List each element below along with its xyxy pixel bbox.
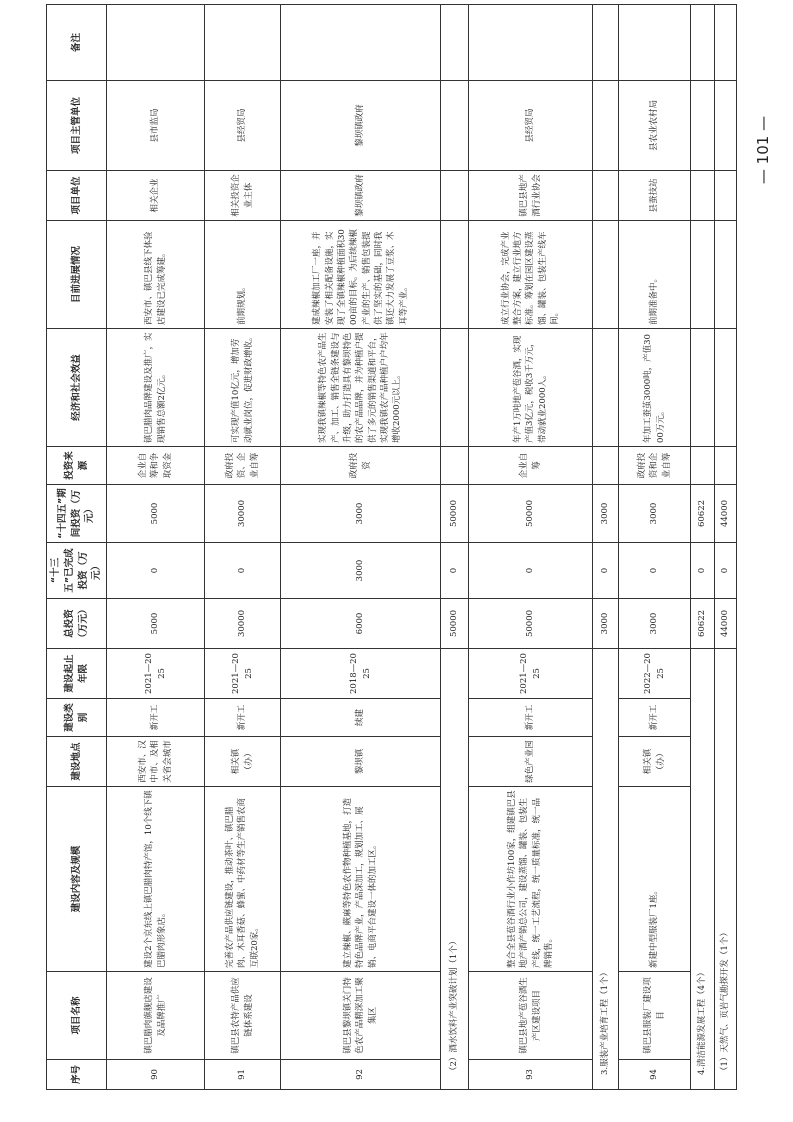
cell-note bbox=[281, 5, 441, 81]
cell-done13: 3000 bbox=[281, 543, 441, 599]
group-plan14: 44000 bbox=[715, 485, 737, 543]
cell-dept: 县经贸局 bbox=[469, 81, 593, 171]
cell-total: 6000 bbox=[281, 599, 441, 649]
cell-name: 镇巴县农特产品供应链体系建设 bbox=[205, 972, 281, 1060]
group-total: 44000 bbox=[715, 599, 737, 649]
cell-period: 2022—2025 bbox=[619, 649, 691, 699]
group-title: （1）天然气、页岩气勘探开发（1个） bbox=[715, 649, 737, 1090]
group-total: 50000 bbox=[441, 599, 469, 649]
cell-content: 建设2个京东线上镇巴腊肉特产馆，10个线下镇巴腊肉形象店。 bbox=[107, 787, 205, 972]
cell-done13: 0 bbox=[619, 543, 691, 599]
header-cell: 项目单位 bbox=[47, 171, 107, 221]
cell-no: 93 bbox=[469, 1060, 593, 1090]
cell-period: 2021—2025 bbox=[107, 649, 205, 699]
cell-source: 政府投资和企业自筹 bbox=[619, 447, 691, 485]
cell-unit: 县蚕技站 bbox=[619, 171, 691, 221]
header-cell: 序号 bbox=[47, 1060, 107, 1090]
group-done13: 0 bbox=[593, 543, 619, 599]
header-cell: 项目名称 bbox=[47, 972, 107, 1060]
empty-cell bbox=[691, 171, 715, 221]
header-cell: 建设起止年限 bbox=[47, 649, 107, 699]
rotated-page bbox=[46, 5, 779, 1090]
cell-period: 2018—2025 bbox=[281, 649, 441, 699]
empty-cell bbox=[691, 221, 715, 329]
cell-total: 50000 bbox=[469, 599, 593, 649]
cell-period: 2021—2025 bbox=[205, 649, 281, 699]
cell-note bbox=[619, 5, 691, 81]
group-row bbox=[691, 5, 715, 1090]
cell-benefit: 实现我镇辣椒等特色农产品生产、加工、销售全链条建设与升级，助力打造具有黎坝特色的农产品品牌，并为种植户提供了多元的销售渠道和平台，实现我镇农产品种植户户均年增收2000元以上。 bbox=[281, 329, 441, 447]
group-done13: 0 bbox=[691, 543, 715, 599]
cell-progress: 前期规划。 bbox=[205, 221, 281, 329]
table-row bbox=[107, 5, 205, 1090]
cell-name: 镇巴县黎坝镇关门特色农产品精深加工聚集区 bbox=[281, 972, 441, 1060]
cell-done13: 0 bbox=[469, 543, 593, 599]
table-row bbox=[281, 5, 441, 1090]
empty-cell bbox=[691, 329, 715, 447]
cell-type: 新开工 bbox=[205, 699, 281, 737]
header-cell: 目前进展情况 bbox=[47, 221, 107, 329]
cell-dept: 县经贸局 bbox=[205, 81, 281, 171]
cell-source: 政府投资、企业自筹 bbox=[205, 447, 281, 485]
empty-cell bbox=[715, 5, 737, 81]
group-row bbox=[441, 5, 469, 1090]
cell-benefit: 年加工蚕茧3000吨，产值3000万元。 bbox=[619, 329, 691, 447]
cell-period: 2021—2025 bbox=[469, 649, 593, 699]
header-cell: 建设内容及规模 bbox=[47, 787, 107, 972]
group-plan14: 60622 bbox=[691, 485, 715, 543]
empty-cell bbox=[715, 81, 737, 171]
table-row bbox=[469, 5, 593, 1090]
empty-cell bbox=[691, 81, 715, 171]
empty-cell bbox=[441, 5, 469, 81]
group-done13: 0 bbox=[715, 543, 737, 599]
cell-note bbox=[469, 5, 593, 81]
cell-type: 新开工 bbox=[619, 699, 691, 737]
header-cell: 备注 bbox=[47, 5, 107, 81]
cell-content: 新建中型服装厂1座。 bbox=[619, 787, 691, 972]
empty-cell bbox=[593, 221, 619, 329]
empty-cell bbox=[691, 5, 715, 81]
cell-type: 新开工 bbox=[107, 699, 205, 737]
cell-unit: 镇巴县地产酒行业协会 bbox=[469, 171, 593, 221]
group-title: 3.服装产业培育工程（1个） bbox=[593, 649, 619, 1090]
empty-cell bbox=[593, 81, 619, 171]
empty-cell bbox=[593, 171, 619, 221]
cell-plan14: 30000 bbox=[205, 485, 281, 543]
empty-cell bbox=[441, 221, 469, 329]
group-row bbox=[715, 5, 737, 1090]
cell-place: 相关镇（办） bbox=[205, 737, 281, 787]
cell-done13: 0 bbox=[107, 543, 205, 599]
group-done13: 0 bbox=[441, 543, 469, 599]
empty-cell bbox=[715, 329, 737, 447]
cell-name: 镇巴县地产苞谷酒生产区建设项目 bbox=[469, 972, 593, 1060]
group-row bbox=[593, 5, 619, 1090]
cell-unit: 黎坝镇政府 bbox=[281, 171, 441, 221]
cell-no: 92 bbox=[281, 1060, 441, 1090]
header-cell: “十四五”期间投资（万元） bbox=[47, 485, 107, 543]
empty-cell bbox=[441, 447, 469, 485]
cell-done13: 0 bbox=[205, 543, 281, 599]
cell-type: 新开工 bbox=[469, 699, 593, 737]
group-title: （2）酒水饮料产业突破计划（1个） bbox=[441, 649, 469, 1090]
cell-total: 3000 bbox=[619, 599, 691, 649]
header-cell: 项目主管单位 bbox=[47, 81, 107, 171]
cell-benefit: 镇巴腊肉品牌建设及推广，实现销售总额2亿元。 bbox=[107, 329, 205, 447]
cell-progress: 前期准备中。 bbox=[619, 221, 691, 329]
cell-no: 90 bbox=[107, 1060, 205, 1090]
cell-name: 镇巴县服装厂建设项目 bbox=[619, 972, 691, 1060]
cell-plan14: 3000 bbox=[619, 485, 691, 543]
cell-place: 绿色产业园 bbox=[469, 737, 593, 787]
table-row bbox=[205, 5, 281, 1090]
empty-cell bbox=[441, 171, 469, 221]
header-cell: “十三五”已完成投资（万元） bbox=[47, 543, 107, 599]
empty-cell bbox=[691, 447, 715, 485]
cell-total: 5000 bbox=[107, 599, 205, 649]
empty-cell bbox=[715, 447, 737, 485]
cell-place: 西安市、汉中市、及相关省会城市 bbox=[107, 737, 205, 787]
cell-benefit: 年产1万吨地产苞谷酒，实现产值3亿元，税收3千万元，带动就业2000人。 bbox=[469, 329, 593, 447]
header-cell: 投资来源 bbox=[47, 447, 107, 485]
header-cell: 经济和社会效益 bbox=[47, 329, 107, 447]
table-row bbox=[619, 5, 691, 1090]
cell-progress: 西安市、镇巴县线下体验店建设已完成筹建。 bbox=[107, 221, 205, 329]
group-plan14: 3000 bbox=[593, 485, 619, 543]
empty-cell bbox=[715, 221, 737, 329]
cell-content: 建立辣椒、蕨麻等特色农作物种植基地，打造特色品牌产业，产品深加工，规划加工、展销、电商平台建设一体的加工区。 bbox=[281, 787, 441, 972]
header-cell: 总投资（万元） bbox=[47, 599, 107, 649]
cell-plan14: 50000 bbox=[469, 485, 593, 543]
group-title: 4.清洁能源发展工程（4个） bbox=[691, 649, 715, 1090]
cell-dept: 黎坝镇政府 bbox=[281, 81, 441, 171]
cell-source: 政府投资 bbox=[281, 447, 441, 485]
cell-unit: 相关企业 bbox=[107, 171, 205, 221]
project-table bbox=[46, 4, 737, 1090]
cell-source: 企业自筹和争取资金 bbox=[107, 447, 205, 485]
group-total: 60622 bbox=[691, 599, 715, 649]
cell-plan14: 5000 bbox=[107, 485, 205, 543]
cell-source: 企业自筹 bbox=[469, 447, 593, 485]
cell-dept: 县农业农村局 bbox=[619, 81, 691, 171]
empty-cell bbox=[441, 329, 469, 447]
empty-cell bbox=[593, 447, 619, 485]
group-total: 3000 bbox=[593, 599, 619, 649]
cell-note bbox=[205, 5, 281, 81]
empty-cell bbox=[715, 171, 737, 221]
cell-note bbox=[107, 5, 205, 81]
cell-place: 黎坝镇 bbox=[281, 737, 441, 787]
cell-name: 镇巴腊肉旗舰店建设及品牌推广 bbox=[107, 972, 205, 1060]
header-cell: 建设地点 bbox=[47, 737, 107, 787]
cell-no: 94 bbox=[619, 1060, 691, 1090]
cell-dept: 县市监局 bbox=[107, 81, 205, 171]
group-plan14: 50000 bbox=[441, 485, 469, 543]
cell-place: 相关镇（办） bbox=[619, 737, 691, 787]
cell-benefit: 可实现产值10亿元，增加劳动就业岗位，促进财政增收。 bbox=[205, 329, 281, 447]
cell-plan14: 3000 bbox=[281, 485, 441, 543]
cell-progress: 成立行业协会，完成产业整合方案，建立行业地方标准。筹划在园区建设蒸馏、罐装、包装生产线车间。 bbox=[469, 221, 593, 329]
cell-total: 30000 bbox=[205, 599, 281, 649]
empty-cell bbox=[593, 329, 619, 447]
empty-cell bbox=[593, 5, 619, 81]
header-cell: 建设类别 bbox=[47, 699, 107, 737]
cell-unit: 相关投资企业主体 bbox=[205, 171, 281, 221]
cell-content: 完善农产品供应链建设，推动茶叶、镇巴腊肉、木耳香菇、蜂蜜、中药材等生产销售农商互联20家。 bbox=[205, 787, 281, 972]
empty-cell bbox=[441, 81, 469, 171]
cell-type: 续建 bbox=[281, 699, 441, 737]
cell-no: 91 bbox=[205, 1060, 281, 1090]
cell-progress: 建成辣椒加工厂一座，并安装了相关配备设施，实现了全镇辣椒种植面积3000亩的目标。为后续辣椒产业的生产、销售包装提供了坚实的基础，同时我镇还大力发展了豆浆、木耳等产业。 bbox=[281, 221, 441, 329]
cell-content: 整合全县苞谷酒行业小作坊100家，组建镇巴县地产酒产销总公司，建设蒸馏、罐装、包装生产线，统一工艺流程，统一质量标准，统一品牌销售。 bbox=[469, 787, 593, 972]
page-number: — 101 — bbox=[754, 115, 772, 185]
